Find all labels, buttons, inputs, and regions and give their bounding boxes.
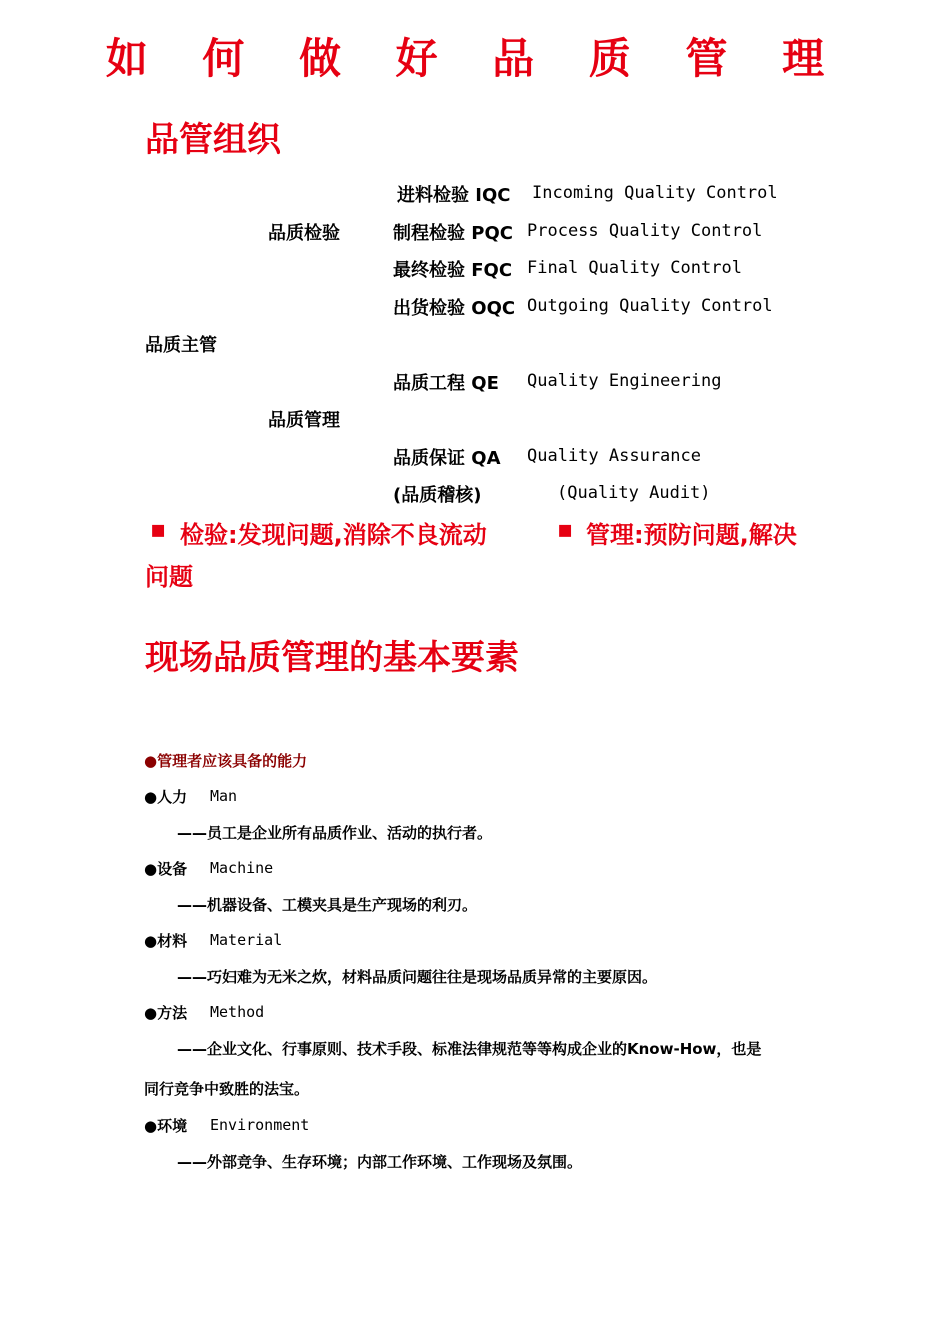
element-man-label: ●人力: [144, 788, 188, 806]
element-machine-label: ●设备: [144, 860, 188, 878]
pqc-cn: 制程检验 PQC: [393, 223, 513, 244]
quality-inspection-label: 品质检验: [268, 223, 340, 244]
element-environment-en: Environment: [210, 1116, 310, 1134]
qa-cn: 品质保证 QA: [393, 448, 501, 469]
element-method-desc: ——企业文化、行事原则、技术手段、标准法律规范等等构成企业的Know-How，也是: [177, 1040, 762, 1058]
element-environment-label: ●环境: [144, 1117, 188, 1135]
iqc-cn: 进料检验 IQC: [397, 185, 511, 206]
element-method-label: ●方法: [144, 1004, 188, 1022]
page-title: 如 何 做 好 品 质 管 理: [105, 34, 845, 83]
fqc-cn: 最终检验 FQC: [393, 260, 513, 281]
point2-text: 管理:预防问题,解决: [586, 521, 797, 549]
fqc-en: Final Quality Control: [527, 258, 742, 278]
element-material-en: Material: [210, 931, 283, 949]
iqc-en: Incoming Quality Control: [532, 183, 778, 203]
element-material-desc: ——巧妇难为无米之炊，材料品质问题往往是现场品质异常的主要原因。: [177, 968, 658, 986]
element-method-en: Method: [210, 1003, 265, 1021]
element-machine-en: Machine: [210, 859, 274, 877]
point1-marker: ▪: [150, 515, 167, 543]
element-machine-desc: ——机器设备、工模夹具是生产现场的利刃。: [177, 896, 478, 914]
point2-marker: ▪: [557, 515, 574, 543]
qe-cn: 品质工程 QE: [393, 373, 499, 394]
qa-en: Quality Assurance: [527, 446, 701, 466]
quality-supervisor-label: 品质主管: [145, 335, 217, 356]
audit-cn: (品质稽核): [393, 485, 482, 506]
section-heading-elements: 现场品质管理的基本要素: [145, 638, 519, 678]
oqc-cn: 出货检验 OQC: [393, 298, 516, 319]
point2-continuation: 问题: [145, 563, 193, 591]
section-heading-organization: 品管组织: [145, 120, 281, 160]
pqc-en: Process Quality Control: [527, 221, 763, 241]
point1-text: 检验:发现问题,消除不良流动: [180, 521, 487, 549]
element-method-desc-cont: 同行竞争中致胜的法宝。: [144, 1080, 310, 1098]
element-man-desc: ——员工是企业所有品质作业、活动的执行者。: [177, 824, 493, 842]
ability-heading: ●管理者应该具备的能力: [144, 752, 308, 770]
oqc-en: Outgoing Quality Control: [527, 296, 773, 316]
element-man-en: Man: [210, 787, 238, 805]
qe-en: Quality Engineering: [527, 371, 722, 391]
element-environment-desc: ——外部竞争、生存环境；内部工作环境、工作现场及氛围。: [177, 1153, 583, 1171]
audit-en: (Quality Audit): [557, 483, 711, 503]
quality-management-label: 品质管理: [268, 410, 340, 431]
element-material-label: ●材料: [144, 932, 188, 950]
